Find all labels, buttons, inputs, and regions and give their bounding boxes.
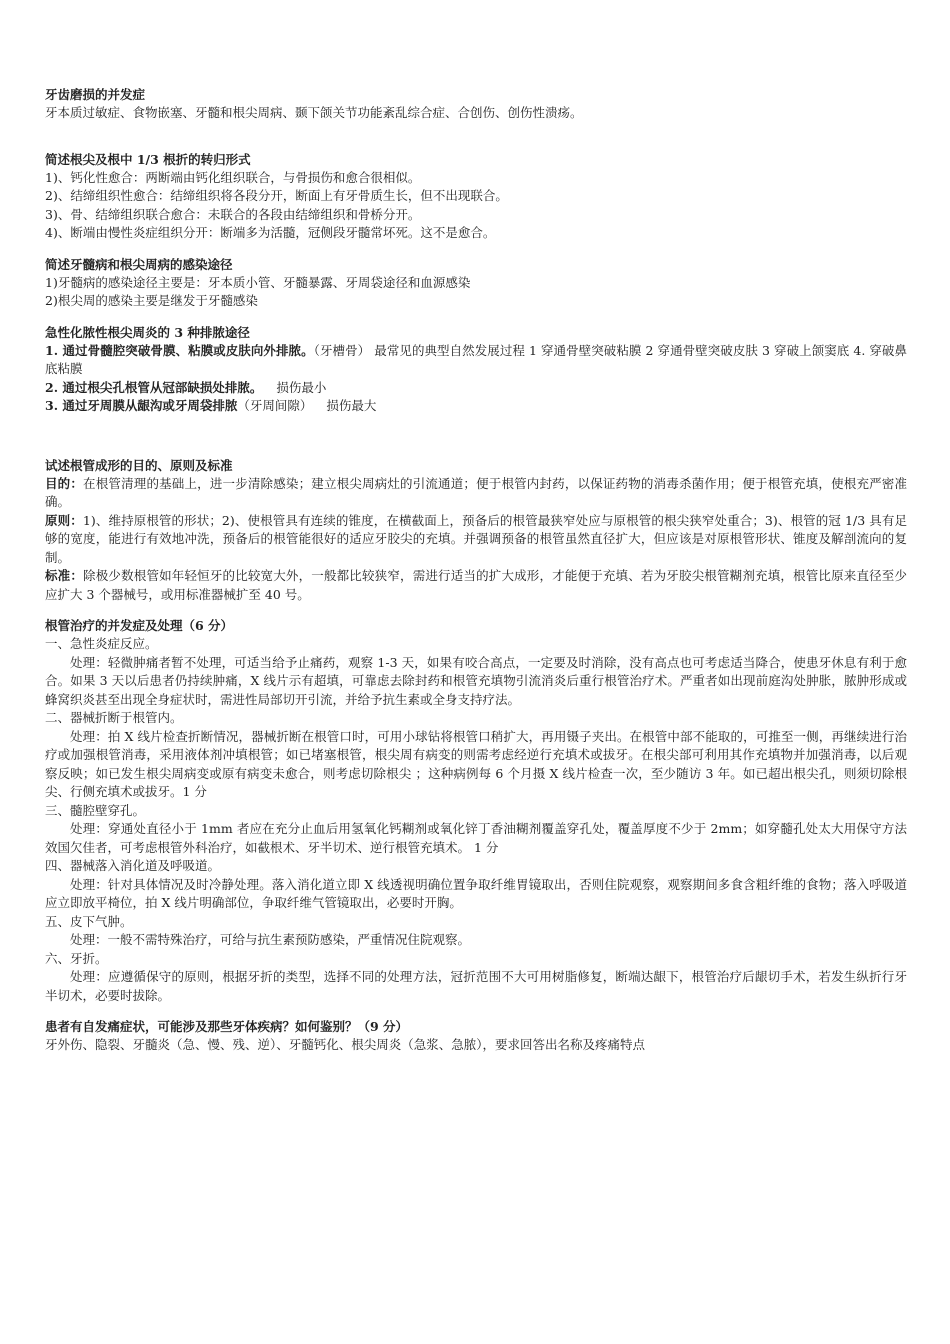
document-page [45, 86, 907, 1055]
section-spontaneous-pain [45, 1018, 907, 1055]
section-title: 试述根管成形的目的、原则及标准 [45, 457, 233, 473]
list-item: 3)、骨、结缔组织联合愈合：未联合的各段由结缔组织和骨桥分开。 [45, 206, 421, 222]
section-title: 牙齿磨损的并发症 [45, 87, 146, 102]
aim-text: 在根管清理的基础上，进一步清除感染；建立根尖周病灶的引流通道；便于根管内封药，以保证药物的消毒杀菌作用；便于根管充填，使根充严密准确。 [45, 475, 907, 509]
standard-label: 标准： [45, 568, 84, 583]
principle-paragraph [45, 512, 907, 568]
list-item: 1)、钙化性愈合：两断端由钙化组织联合，与骨损伤和愈合很相似。 [45, 169, 421, 185]
complication-text: 处理：轻微肿痛者暂不处理，可适当给予止痛药，观察 1-3 天，如果有咬合高点，一定要及时消除，没有高点也可考虑适当降合，使患牙休息有利于愈合。如果 3 天以后患者仍持续肿痛，X 线片示有超填，可靠虑去除封药和根管充填物引流消炎后重行根管治疗术。严重者如出现前庭沟处肿胀，脓肿形成或蜂窝织炎甚至出现全身症状时，需进性局部切开引流，并给予抗生素或全身支持疗法。 [45, 654, 907, 707]
standard-paragraph [45, 567, 907, 604]
list-item: 2)、结缔组织性愈合：结缔组织将各段分开，断面上有牙骨质生长，但不出现联合。 [45, 188, 508, 203]
complication-text: 处理：针对具体情况及时冷静处理。落入消化道立即 X 线透视明确位置争取纤维胃镜取出，否则住院观察，观察期间多食含粗纤维的食物；落入呼吸道应立即放平椅位，拍 X 线片明确部位，争取纤维气管镜取出，必要时开胸。 [45, 876, 907, 910]
list-item [45, 342, 907, 379]
complication-heading: 六、牙折。 [45, 950, 108, 966]
complication-heading: 一、急性炎症反应。 [45, 636, 158, 651]
complication-heading: 五、皮下气肿。 [45, 913, 133, 929]
aim-label: 目的： [45, 475, 84, 491]
route-1-bold: 1. 通过骨髓腔突破骨膜、粘膜或皮肤向外排脓。 [45, 342, 314, 358]
route-3-text: （牙周间隙） [237, 398, 313, 413]
complication-heading: 四、器械落入消化道及呼吸道。 [45, 858, 221, 873]
route-3-bold: 3. 通过牙周膜从龈沟或牙周袋排脓 [45, 398, 238, 413]
section-root-fracture-healing [45, 151, 907, 243]
complication-heading: 二、器械折断于根管内。 [45, 710, 183, 725]
list-item: 1)牙髓病的感染途径主要是：牙本质小管、牙髓暴露、牙周袋途径和血源感染 [45, 274, 471, 290]
route-1-text: （牙槽骨） 最常见的典型自然发展过程 1 穿通骨壁突破粘膜 2 穿通骨壁突破皮肤 3 穿破上颌窦底 4. 穿破鼻底粘膜 [45, 342, 907, 376]
list-item: 2)根尖周的感染主要是继发于牙髓感染 [45, 293, 258, 308]
aim-paragraph [45, 475, 907, 512]
section-infection-routes [45, 256, 907, 311]
section-body: 牙外伤、隐裂、牙髓炎（急、慢、残、逆）、牙髓钙化、根尖周炎（急浆、急脓），要求回答出名称及疼痛特点 [45, 1037, 646, 1052]
route-2-bold: 2. 通过根尖孔根管从冠部缺损处排脓。 [45, 379, 263, 395]
section-complications-treatment [45, 617, 907, 1005]
list-item: 4)、断端由慢性炎症组织分开：断端多为活髓，冠侧段牙髓常坏死。这不是愈合。 [45, 225, 496, 240]
route-3-tail: 损伤最大 [326, 398, 377, 413]
list-item [45, 397, 907, 416]
section-root-canal-shaping [45, 457, 907, 605]
section-body: 牙本质过敏症、食物嵌塞、牙髓和根尖周病、颞下颌关节功能紊乱综合症、合创伤、创伤性溃疡。 [45, 105, 583, 120]
complication-text: 处理：一般不需特殊治疗，可给与抗生素预防感染，严重情况住院观察。 [70, 932, 471, 947]
standard-text: 除极少数根管如年轻恒牙的比较宽大外，一般都比较狭窄，需进行适当的扩大成形，才能便于充填、若为牙胶尖根管糊剂充填，根管比原来直径至少应扩大 3 个器械号，或用标准器械扩至 40 号。 [45, 568, 907, 602]
list-item [45, 379, 907, 398]
complication-text: 处理：穿通处直径小于 1mm 者应在充分止血后用氢氧化钙糊剂或氧化锌丁香油糊剂覆盖穿孔处，覆盖厚度不少于 2mm；如穿髓孔处太大用保守方法效国欠佳者，可考虑根管外科治疗，如截根术、牙半切术、逆行根管充填术。 1 分 [45, 821, 907, 855]
section-title: 简述根尖及根中 1/3 根折的转归形式 [45, 151, 251, 167]
section-title: 急性化脓性根尖周炎的 3 种排脓途径 [45, 324, 250, 340]
complication-text: 处理：应遵循保守的原则，根据牙折的类型，选择不同的处理方法，冠折范围不大可用树脂修复，断端达龈下，根管治疗后龈切手术，若发生纵折行牙半切术，必要时拔除。 [45, 969, 907, 1003]
section-title: 患者有自发痛症状，可能涉及那些牙体疾病？如何鉴别？（9 分） [45, 1019, 409, 1034]
complication-text: 处理：拍 X 线片检查折断情况，器械折断在根管口时，可用小球钻将根管口稍扩大，再用镊子夹出。在根管中部不能取的，可推至一侧，再继续进行治疗或加强根管消毒，采用液体剂冲填根管；如已堵塞根管，根尖周有病变的则需考虑经逆行充填术或拔牙。在根尖部可利用其作充填物并加强消毒，以后观察反映；如已发生根尖周病变或原有病变未愈合，则考虑切除根尖 ；这种病例每 6 个月摄 X 线片检查一次，至少随访 3 年。如已超出根尖孔，则须切除根尖、行侧充填术或拔牙。1 分 [45, 728, 907, 799]
section-pus-drainage-routes [45, 324, 907, 416]
section-tooth-wear-complications [45, 86, 907, 123]
section-title: 简述牙髓病和根尖周病的感染途径 [45, 256, 233, 272]
section-title: 根管治疗的并发症及处理（6 分） [45, 618, 234, 633]
route-2-text: 损伤最小 [276, 379, 327, 395]
principle-label: 原则： [45, 512, 83, 528]
principle-text: 1)、维持原根管的形状；2)、使根管具有连续的锥度，在横截面上，预备后的根管最狭窄处应与原根管的根尖狭窄处重合；3)、根管的冠 1/3 具有足够的宽度，能进行有效地冲洗，预备后的根管能很好的适应牙胶尖的充填。并强调预备的根管虽然直径扩大，但应该是对原根管形状、锥度及解剖流向的复制。 [45, 512, 907, 565]
complication-heading: 三、髓腔壁穿孔。 [45, 802, 146, 818]
